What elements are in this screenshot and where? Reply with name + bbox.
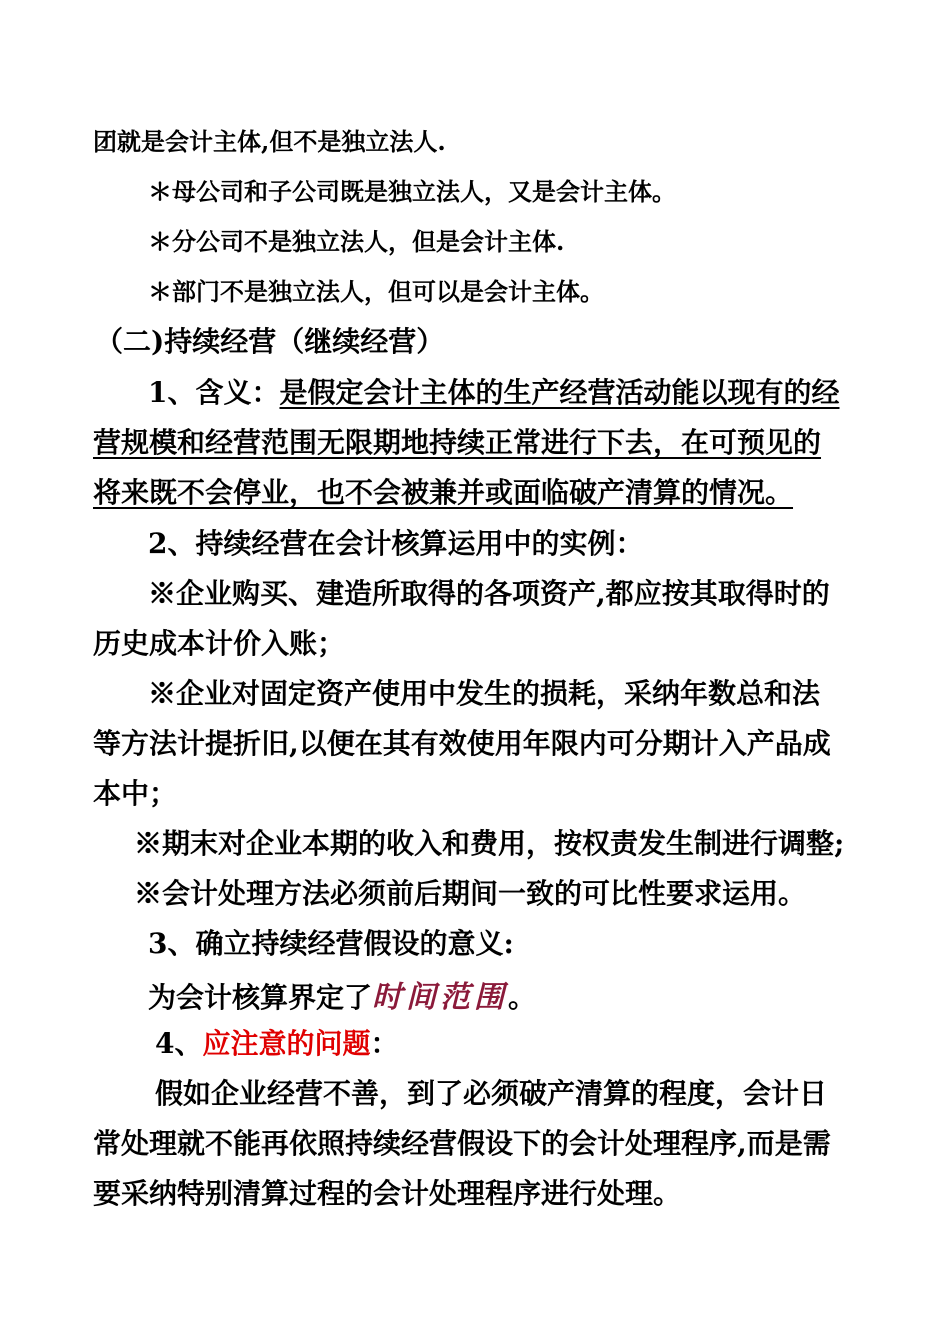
example-2-line-3: 本中； <box>93 777 178 810</box>
closing-line-1: 假如企业经营不善，到了必须破产清算的程度，会计日 <box>155 1077 828 1110</box>
closing-line-3: 要采纳特别清算过程的会计处理程序进行处理。 <box>93 1177 682 1210</box>
attention-heading <box>155 1022 399 1062</box>
example-2-line-2: 等方法计提折旧,以便在其有效使用年限内可分期计入产品成 <box>93 727 831 760</box>
significance-suffix: 。 <box>508 981 537 1014</box>
significance-heading: 3、确立持续经营假设的意义: <box>148 927 514 960</box>
attention-colon: ： <box>370 1027 399 1060</box>
definition-line-2: 营规模和经营范围无限期地持续正常进行下去，在可预见的 <box>93 426 822 459</box>
example-1-line-2: 历史成本计价入账； <box>93 627 346 660</box>
examples-heading: 2、持续经营在会计核算运用中的实例： <box>148 527 644 560</box>
attention-emphasis: 应注意的问题 <box>202 1027 371 1060</box>
definition-line-3: 将来既不会停业，也不会被兼并或面临破产清算的情况。 <box>93 476 794 509</box>
bullet-department: ＊部门不是独立法人，但可以是会计主体。 <box>148 277 604 306</box>
definition-label: 1、含义： <box>148 376 280 409</box>
section-heading: （二)持续经营（继续经营） <box>95 325 445 358</box>
example-1-line-1: ※企业购买、建造所取得的各项资产,都应按其取得时的 <box>148 577 830 610</box>
time-scope-emphasis: 时间范围 <box>372 980 509 1015</box>
definition-text: 是假定会计主体的生产经营活动能以现有的经 <box>279 376 840 409</box>
closing-line-2: 常处理就不能再依照持续经营假设下的会计处理程序,而是需 <box>93 1127 831 1160</box>
example-4: ※会计处理方法必须前后期间一致的可比性要求运用。 <box>134 877 807 910</box>
attention-number: 4、 <box>155 1027 203 1060</box>
example-3: ※期末对企业本期的收入和费用，按权责发生制进行调整; <box>134 827 845 860</box>
significance-text <box>148 972 536 1016</box>
bullet-branch-company: ＊分公司不是独立法人，但是会计主体. <box>148 227 565 256</box>
example-2-line-1: ※企业对固定资产使用中发生的损耗，采纳年数总和法 <box>148 677 821 710</box>
text-line: 团就是会计主体,但不是独立法人. <box>93 127 446 156</box>
significance-prefix: 为会计核算界定了 <box>148 981 373 1014</box>
bullet-parent-company: ＊母公司和子公司既是独立法人，又是会计主体。 <box>148 177 676 206</box>
definition-line-1 <box>148 371 840 411</box>
